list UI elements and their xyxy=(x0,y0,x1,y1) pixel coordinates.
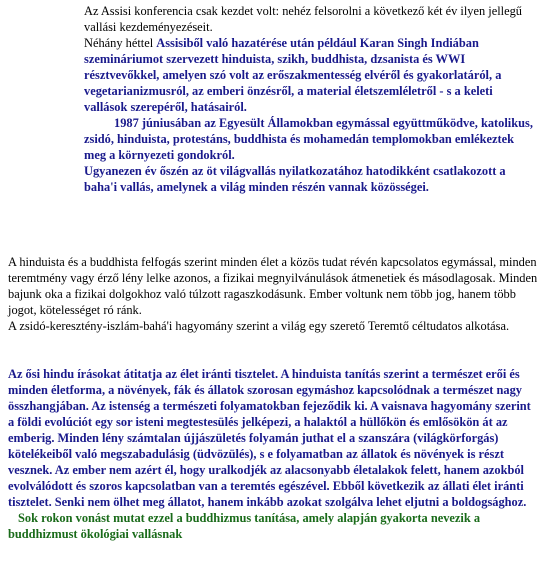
karan-singh-seminar-text: Assisiből való hazatérése után például Karan Singh Indiában szemináriumot szervezett hinduista, szikh, buddhista, dzsanista és WWI résztvevőkkel, amelyen szó volt az erőszakmentesség elvéről és gyakorlatáról, a vegetarianizmusról, az emberi önzésről, a material életszemléletről - s a keleti vallások szerepéről, hatásairól. xyxy=(84,36,502,114)
hindu-buddhist-text: A hinduista és a buddhista felfogás szerint minden élet a közös tudat révén kapcsolatos egymással, minden teremtmény vagy érző lény lelke azonos, a fizikai megnyilvánulások átmenetiek és másodlagosak. Minden bajunk oka a fizikai dolgokhoz való túlzott ragaszkodásunk. Ember voltunk nem több jog, hanem több jogot, kötelességet ró ránk. xyxy=(8,255,538,317)
intro-text: Az Assisi konferencia csak kezdet volt: nehéz felsorolni a következő két év ilyen jellegű vallási kezdeményezéseit. xyxy=(84,4,522,34)
buddhism-ecology-text: Sok rokon vonást mutat ezzel a buddhizmus tanítása, amely alapján gyakorta nevezik a buddhizmust ökológiai vallásnak xyxy=(8,511,481,541)
abrahamic-tradition-text: A zsidó-keresztény-iszlám-bahá'i hagyomány szerint a világ egy szerető Teremtő céltudatos alkotása. xyxy=(8,319,510,333)
hindu-teaching-text: Az ősi hindu írásokat átitatja az élet iránti tisztelet. A hinduista tanítás szerint a természet erői és minden életforma, a növények, fák és állatok szorosan egymáshoz kapcsolódnak a természet nagy összhangjában. Az istenség a természeti folyamatokban fejeződik ki. A vaisnava hagyomány szerint a földi evolúciót egy sor isteni megtestesülés jelképezi, a halaktól a hüllőkön és emlősökön át az emberig. Minden lény számtalan újjászületés folyamán juthat el a szanszára (világkörforgás) kötelékeiből való megszabadulásig (üdvözülés), s e folyamatban az állatok és növények is részt vesznek. Az ember nem azért él, hogy uralkodjék az alacsonyabb életalakok felett, hanem azokból evolválódott és szoros kapcsolatban van a teremtés egészével. Ebből következik az állati élet iránti tisztelet. Senki nem ölhet meg állatot, hanem inkább azokat szolgálva lehet eljutni a boldogsághoz. xyxy=(8,367,531,509)
few-weeks-text: Néhány héttel xyxy=(84,36,154,50)
bahai-joined-text: Ugyanezen év őszén az öt világvallás nyilatkozatához hatodikként csatlakozott a baha'i vallás, amelynek a világ minden részén vannak közösségei. xyxy=(84,164,506,194)
usa-1987-text: 1987 júniusában az Egyesült Államokban egymással együttműködve, katolikus, zsidó, hinduista, protestáns, buddhista és mohamedán templomokban emlékeztek meg a környezeti gondokról. xyxy=(84,116,533,162)
religious-initiatives-paragraph xyxy=(84,3,534,195)
hindu-writings-paragraph xyxy=(8,366,538,542)
hindu-buddhist-view-paragraph xyxy=(8,254,538,334)
